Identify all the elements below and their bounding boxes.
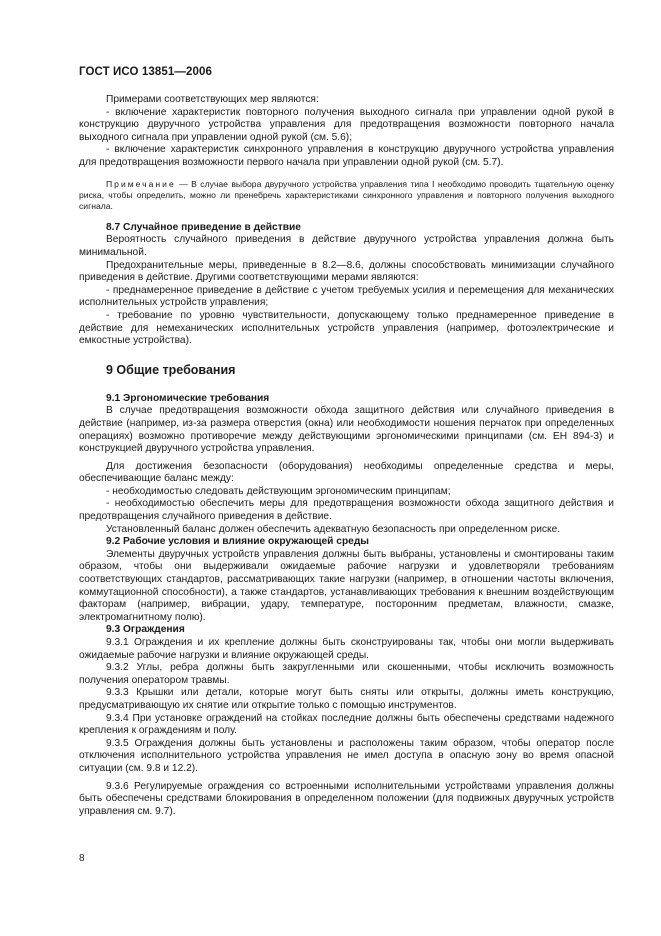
section-heading-9-1: 9.1 Эргономические требования <box>106 392 270 404</box>
paragraph: Вероятность случайного приведения в действие двуручного устройства управления должна быть минимальной. <box>79 234 614 258</box>
list-item: - включение характеристик повторного получения выходного сигнала при управлении одной рукой в конструкцию двуручного устройства управления для предотвращения возможности повторного начала выходного сигнала при управлении одной рукой (см. 5.6); <box>79 106 614 143</box>
note-label: Примечание <box>106 178 176 189</box>
page-header: ГОСТ ИСО 13851—2006 <box>79 66 212 78</box>
clause-9-3-4: 9.3.4 При установке ограждений на стойках последние должны быть обеспечены средствами надежного крепления к ограждениям и полу. <box>79 712 614 737</box>
clause-9-3-6: 9.3.6 Регулируемые ограждения со встроенными исполнительными устройствами управления должны быть обеспечены средствами блокирования в определенном положении (для подвижных двуручных устройств управления см. 9.7). <box>79 780 614 817</box>
page-number: 8 <box>79 853 85 864</box>
paragraph: Предохранительные меры, приведенные в 8.2—8.6, должны способствовать минимизации случайного приведения в действие. Другими соответствующими мерами являются: <box>79 259 614 284</box>
clause-9-3-2: 9.3.2 Углы, ребра должны быть закругленными или скошенными, чтобы исключить возможность получения оператором травмы. <box>79 662 614 686</box>
list-item: - требование по уровню чувствительности, допускающему только преднамеренное приведение в действие для немеханических исполнительных устройств управления (например, фотоэлектрические и емкостные устройства). <box>79 309 614 347</box>
paragraph: Элементы двуручных устройств управления должны быть выбраны, установлены и смонтированы таким образом, чтобы они выдерживали ожидаемые рабочие нагрузки и удовлетворяли требованиям соответствующих стандартов, рассматривающих такие нагрузки (например, в отношении частоты включения, коммутационной способности), а также стандартов, устанавливающих требования к внешним воздействующим факторам (например, вибрации, удару, температуре, посторонним предметам, влажности, смазке, электромагнитному полю). <box>79 548 614 623</box>
list-item: - необходимостью обеспечить меры для предотвращения возможности обхода защитного действия и предотвращения случайного приведения в действие. <box>79 498 614 523</box>
paragraph: Примерами соответствующих мер являются: <box>106 94 319 105</box>
note <box>79 179 614 213</box>
clause-9-3-1: 9.3.1 Ограждения и их крепление должны быть сконструированы так, чтобы они могли выдерживать ожидаемые рабочие нагрузки и влияние окружающей среды. <box>79 637 614 661</box>
paragraph: Установленный баланс должен обеспечить адекватную безопасность при определенном риске. <box>106 523 561 535</box>
page-content <box>79 94 614 818</box>
section-heading-8-7: 8.7 Случайное приведение в действие <box>106 221 301 233</box>
list-item: - необходимостью следовать действующим эргономическим принципам; <box>106 485 451 497</box>
paragraph: Для достижения безопасности (оборудования) необходимы определенные средства и меры, обеспечивающие баланс между: <box>79 460 614 485</box>
paragraph: В случае предотвращения возможности обхода защитного действия или случайного приведения в действие (например, из-за размера отверстия (окна) или необходимости ношения перчаток при определенных операциях) возможно противоречие между действующими эргономическими принципами (см. ЕН 894-3) и конструкцией двуручного устройства управления. <box>79 405 614 455</box>
note-text: — В случае выбора двуручного устройства управления типа I необходимо проводить тщательную оценку риска, чтобы определить, можно ли пренебречь характеристиками синхронного управления и повторного получения выходного сигнала. <box>79 178 614 212</box>
section-heading-9-3: 9.3 Ограждения <box>106 624 185 636</box>
clause-9-3-3: 9.3.3 Крышки или детали, которые могут быть сняты или открыты, должны иметь конструкцию, предусматривающую их снятие или открытие только с помощью инструментов. <box>79 687 614 711</box>
list-item: - включение характеристик синхронного управления в конструкцию двуручного устройства управления для предотвращения возможности первого начала при управлении одной рукой (см. 5.7). <box>79 144 614 168</box>
clause-9-3-5: 9.3.5 Ограждения должны быть установлены и расположены таким образом, чтобы оператор после отключения исполнительного устройства управления не имел доступа в опасную зону во время опасной ситуации (см. 9.8 и 12.2). <box>79 737 614 774</box>
section-heading-9-2: 9.2 Рабочие условия и влияние окружающей среды <box>106 536 369 548</box>
list-item: - преднамеренное приведение в действие с учетом требуемых усилия и перемещения для механических исполнительных устройств управления; <box>79 284 614 309</box>
section-heading-9: 9 Общие требования <box>106 362 236 377</box>
